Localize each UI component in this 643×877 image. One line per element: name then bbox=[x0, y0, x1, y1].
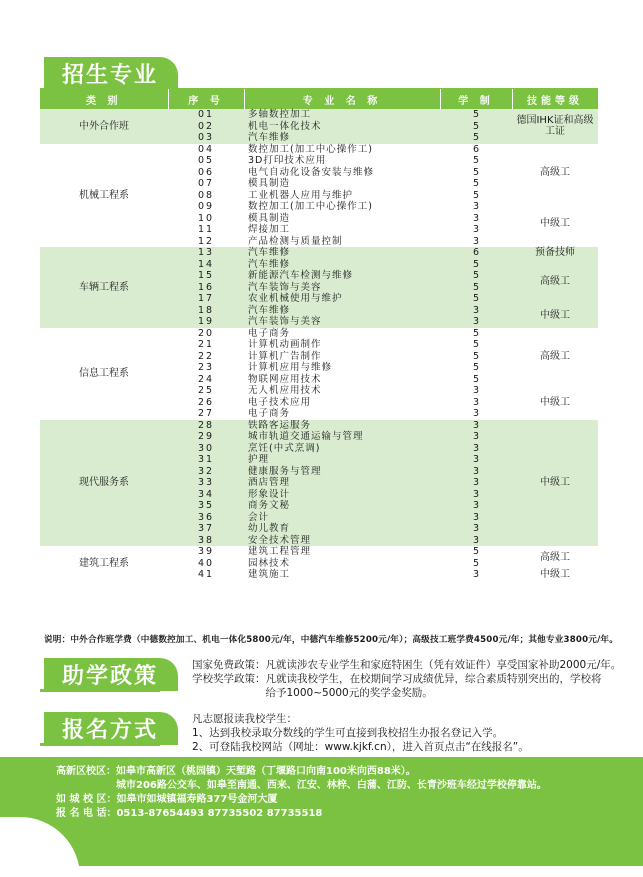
header-number: 序 号 bbox=[168, 89, 244, 109]
number-cell: 13 bbox=[197, 247, 215, 258]
number-cell: 32 bbox=[197, 465, 215, 477]
duration-cell: 3 bbox=[472, 465, 480, 477]
duration-cell: 3 bbox=[472, 523, 480, 534]
number-cell: 07 bbox=[197, 178, 215, 189]
major-name-cell: 电子技术应用 bbox=[248, 396, 312, 408]
skill-level-cell: 预备技师 bbox=[535, 247, 575, 258]
contact-line-1: 高新区校区：如皋市高新区（桃园镇）天堑路（丁堰路口向南100米向西88米）。 bbox=[56, 766, 416, 777]
major-name-cell: 护理 bbox=[248, 454, 270, 465]
header-category: 类 别 bbox=[40, 89, 168, 109]
aid-policy-line-2: 学校奖学政策：凡就读我校学生，在校期间学习成绩优异，综合素质特别突出的，学校将 bbox=[192, 673, 602, 685]
major-name-cell: 计算机动画制作 bbox=[248, 339, 322, 350]
majors-table bbox=[40, 89, 599, 581]
number-cell: 28 bbox=[197, 419, 215, 431]
skill-level-cell: 高级工 bbox=[540, 275, 570, 287]
major-name-cell: 汽车维修 bbox=[248, 258, 291, 270]
number-cell: 27 bbox=[197, 408, 215, 419]
major-name-cell: 数控加工(加工中心操作工) bbox=[248, 201, 373, 212]
major-name-cell: 3D打印技术应用 bbox=[248, 155, 327, 166]
aid-policy-line-1: 国家免费政策：凡就读涉农专业学生和家庭特困生（凭有效证件）享受国家补助2000元/年。 bbox=[192, 659, 622, 671]
major-name-cell: 商务文秘 bbox=[248, 500, 291, 511]
number-cell: 17 bbox=[197, 293, 215, 304]
duration-cell: 3 bbox=[472, 500, 480, 511]
major-name-cell: 汽车维修 bbox=[248, 247, 291, 258]
number-cell: 21 bbox=[197, 339, 215, 350]
skill-level-cell: 中级工 bbox=[540, 310, 570, 322]
duration-cell: 3 bbox=[472, 201, 480, 212]
major-name-cell: 焊接加工 bbox=[248, 224, 291, 235]
section-title-apply: 报名方式 bbox=[44, 712, 178, 745]
major-name-cell: 形象设计 bbox=[248, 488, 291, 500]
major-name-cell: 园林技术 bbox=[248, 557, 291, 569]
apply-intro: 凡志愿报读我校学生： bbox=[192, 713, 297, 725]
number-cell: 40 bbox=[197, 557, 215, 569]
duration-cell: 3 bbox=[472, 569, 480, 580]
skill-level-cell: 高级工 bbox=[540, 166, 570, 178]
footer-curve-decoration bbox=[0, 817, 80, 877]
duration-cell: 3 bbox=[472, 442, 480, 454]
duration-cell: 3 bbox=[472, 431, 480, 442]
apply-step-2: 2、可登陆我校网站（网址：www.kjkf.cn），进入首页点击“在线报名”。 bbox=[192, 741, 529, 753]
duration-cell: 3 bbox=[472, 419, 480, 431]
contact-line-3: 如 城 校 区：如皋市如城镇福寿路377号金河大厦 bbox=[56, 794, 278, 805]
section-title-aid: 助学政策 bbox=[44, 658, 178, 691]
major-name-cell: 无人机应用技术 bbox=[248, 385, 322, 396]
apply-underline bbox=[40, 743, 160, 746]
major-name-cell: 工业机器人应用与维护 bbox=[248, 189, 354, 201]
aid-policy-line-3: 给予1000~5000元的奖学金奖励。 bbox=[192, 687, 433, 699]
major-name-cell: 电子商务 bbox=[248, 327, 291, 339]
major-name-cell: 幼儿教育 bbox=[248, 523, 291, 534]
duration-cell: 3 bbox=[472, 488, 480, 500]
header-skill-level: 技能等级 bbox=[512, 89, 598, 109]
duration-cell: 5 bbox=[472, 109, 480, 120]
skill-level-cell: 中级工 bbox=[540, 569, 570, 580]
duration-cell: 5 bbox=[472, 327, 480, 339]
number-cell: 05 bbox=[197, 155, 215, 166]
duration-cell: 5 bbox=[472, 373, 480, 385]
duration-cell: 3 bbox=[472, 396, 480, 408]
number-cell: 23 bbox=[197, 362, 215, 373]
major-name-cell: 产品检测与质量控制 bbox=[248, 235, 343, 247]
category-cell: 信息工程系 bbox=[79, 367, 129, 379]
major-name-cell: 农业机械使用与维护 bbox=[248, 293, 343, 304]
duration-cell: 6 bbox=[472, 247, 480, 258]
number-cell: 02 bbox=[197, 120, 215, 132]
duration-cell: 5 bbox=[472, 189, 480, 201]
number-cell: 01 bbox=[197, 109, 215, 120]
contact-line-2: 城市206路公交车、如皋至南通、西来、江安、林梓、白蒲、江防、长青沙班车经过学校停靠站。 bbox=[56, 780, 547, 791]
number-cell: 36 bbox=[197, 511, 215, 523]
number-cell: 15 bbox=[197, 270, 215, 281]
number-cell: 24 bbox=[197, 373, 215, 385]
major-name-cell: 计算机广告制作 bbox=[248, 350, 322, 362]
number-cell: 22 bbox=[197, 350, 215, 362]
major-name-cell: 电子商务 bbox=[248, 408, 291, 419]
table-header-row bbox=[40, 89, 598, 109]
number-cell: 04 bbox=[197, 143, 215, 155]
number-cell: 39 bbox=[197, 546, 215, 557]
duration-cell: 3 bbox=[472, 212, 480, 224]
table-row bbox=[40, 247, 598, 259]
tuition-note: 说明：中外合作班学费（中德数控加工、机电一体化5800元/年，中德汽车维修5200元/年）；高级技工班学费4500元/年；其他专业3800元/年。 bbox=[44, 635, 618, 645]
header-major-name: 专 业 名 称 bbox=[244, 89, 440, 109]
duration-cell: 5 bbox=[472, 132, 480, 143]
duration-cell: 5 bbox=[472, 362, 480, 373]
duration-cell: 5 bbox=[472, 155, 480, 166]
number-cell: 20 bbox=[197, 327, 215, 339]
number-cell: 10 bbox=[197, 212, 215, 224]
major-name-cell: 安全技术管理 bbox=[248, 534, 312, 546]
section-title-majors: 招生专业 bbox=[44, 57, 178, 90]
major-name-cell: 模具制造 bbox=[248, 212, 291, 224]
duration-cell: 3 bbox=[472, 316, 480, 327]
major-name-cell: 烹饪(中式烹调) bbox=[248, 442, 321, 454]
duration-cell: 5 bbox=[472, 293, 480, 304]
number-cell: 12 bbox=[197, 235, 215, 247]
major-name-cell: 铁路客运服务 bbox=[248, 419, 312, 431]
major-name-cell: 会计 bbox=[248, 511, 270, 523]
duration-cell: 3 bbox=[472, 477, 480, 488]
skill-level-cell: 高级工 bbox=[540, 350, 570, 362]
major-name-cell: 酒店管理 bbox=[248, 477, 291, 488]
major-name-cell: 建筑施工 bbox=[248, 569, 291, 580]
duration-cell: 5 bbox=[472, 120, 480, 132]
number-cell: 30 bbox=[197, 442, 215, 454]
number-cell: 25 bbox=[197, 385, 215, 396]
duration-cell: 6 bbox=[472, 143, 480, 155]
duration-cell: 3 bbox=[472, 224, 480, 235]
major-name-cell: 汽车装饰与美容 bbox=[248, 316, 322, 327]
major-name-cell: 健康服务与管理 bbox=[248, 465, 322, 477]
aid-underline bbox=[40, 689, 160, 692]
major-name-cell: 建筑工程管理 bbox=[248, 546, 312, 557]
apply-step-1: 1、达到我校录取分数线的学生可直接到我校招生办报名登记入学。 bbox=[192, 727, 504, 739]
number-cell: 41 bbox=[197, 569, 215, 580]
category-cell: 中外合作班 bbox=[79, 120, 129, 132]
duration-cell: 5 bbox=[472, 557, 480, 569]
duration-cell: 3 bbox=[472, 385, 480, 396]
skill-level-cell: 中级工 bbox=[540, 396, 570, 408]
category-cell: 建筑工程系 bbox=[79, 557, 129, 569]
major-name-cell: 汽车装饰与美容 bbox=[248, 281, 322, 293]
duration-cell: 3 bbox=[472, 511, 480, 523]
duration-cell: 5 bbox=[472, 258, 480, 270]
header-duration: 学 制 bbox=[440, 89, 512, 109]
major-name-cell: 新能源汽车检测与维修 bbox=[248, 270, 354, 281]
number-cell: 11 bbox=[197, 224, 215, 235]
duration-cell: 5 bbox=[472, 546, 480, 557]
table-row bbox=[40, 109, 598, 121]
table-row bbox=[40, 328, 598, 340]
major-name-cell: 汽车维修 bbox=[248, 132, 291, 143]
category-cell: 机械工程系 bbox=[79, 189, 129, 201]
number-cell: 26 bbox=[197, 396, 215, 408]
duration-cell: 3 bbox=[472, 304, 480, 316]
contact-line-4: 报 名 电 话：0513-87654493 87735502 87735518 bbox=[56, 808, 323, 819]
skill-level-cell: 德国IHK证和高级工证 bbox=[516, 114, 594, 138]
skill-level-cell: 中级工 bbox=[540, 477, 570, 488]
duration-cell: 3 bbox=[472, 235, 480, 247]
skill-level-cell: 高级工 bbox=[540, 551, 570, 563]
number-cell: 06 bbox=[197, 166, 215, 178]
category-cell: 车辆工程系 bbox=[79, 281, 129, 293]
number-cell: 03 bbox=[197, 132, 215, 143]
major-name-cell: 多轴数控加工 bbox=[248, 109, 312, 120]
number-cell: 38 bbox=[197, 534, 215, 546]
major-name-cell: 机电一体化技术 bbox=[248, 120, 322, 132]
number-cell: 31 bbox=[197, 454, 215, 465]
major-name-cell: 计算机应用与维修 bbox=[248, 362, 333, 373]
number-cell: 18 bbox=[197, 304, 215, 316]
table-row bbox=[40, 420, 598, 432]
duration-cell: 5 bbox=[472, 270, 480, 281]
major-name-cell: 汽车维修 bbox=[248, 304, 291, 316]
number-cell: 29 bbox=[197, 431, 215, 442]
table-row bbox=[40, 144, 598, 156]
duration-cell: 5 bbox=[472, 350, 480, 362]
duration-cell: 3 bbox=[472, 534, 480, 546]
duration-cell: 5 bbox=[472, 166, 480, 178]
number-cell: 19 bbox=[197, 316, 215, 327]
number-cell: 16 bbox=[197, 281, 215, 293]
major-name-cell: 城市轨道交通运输与管理 bbox=[248, 431, 364, 442]
number-cell: 35 bbox=[197, 500, 215, 511]
number-cell: 14 bbox=[197, 258, 215, 270]
duration-cell: 5 bbox=[472, 178, 480, 189]
skill-level-cell: 中级工 bbox=[540, 218, 570, 230]
number-cell: 34 bbox=[197, 488, 215, 500]
major-name-cell: 物联网应用技术 bbox=[248, 373, 322, 385]
number-cell: 08 bbox=[197, 189, 215, 201]
major-name-cell: 模具制造 bbox=[248, 178, 291, 189]
category-cell: 现代服务系 bbox=[79, 477, 129, 488]
duration-cell: 5 bbox=[472, 339, 480, 350]
number-cell: 33 bbox=[197, 477, 215, 488]
number-cell: 09 bbox=[197, 201, 215, 212]
table-row bbox=[40, 546, 598, 558]
major-name-cell: 电气自动化设备安装与维修 bbox=[248, 166, 375, 178]
duration-cell: 5 bbox=[472, 281, 480, 293]
major-name-cell: 数控加工(加工中心操作工) bbox=[248, 143, 373, 155]
number-cell: 37 bbox=[197, 523, 215, 534]
duration-cell: 3 bbox=[472, 408, 480, 419]
duration-cell: 3 bbox=[472, 454, 480, 465]
